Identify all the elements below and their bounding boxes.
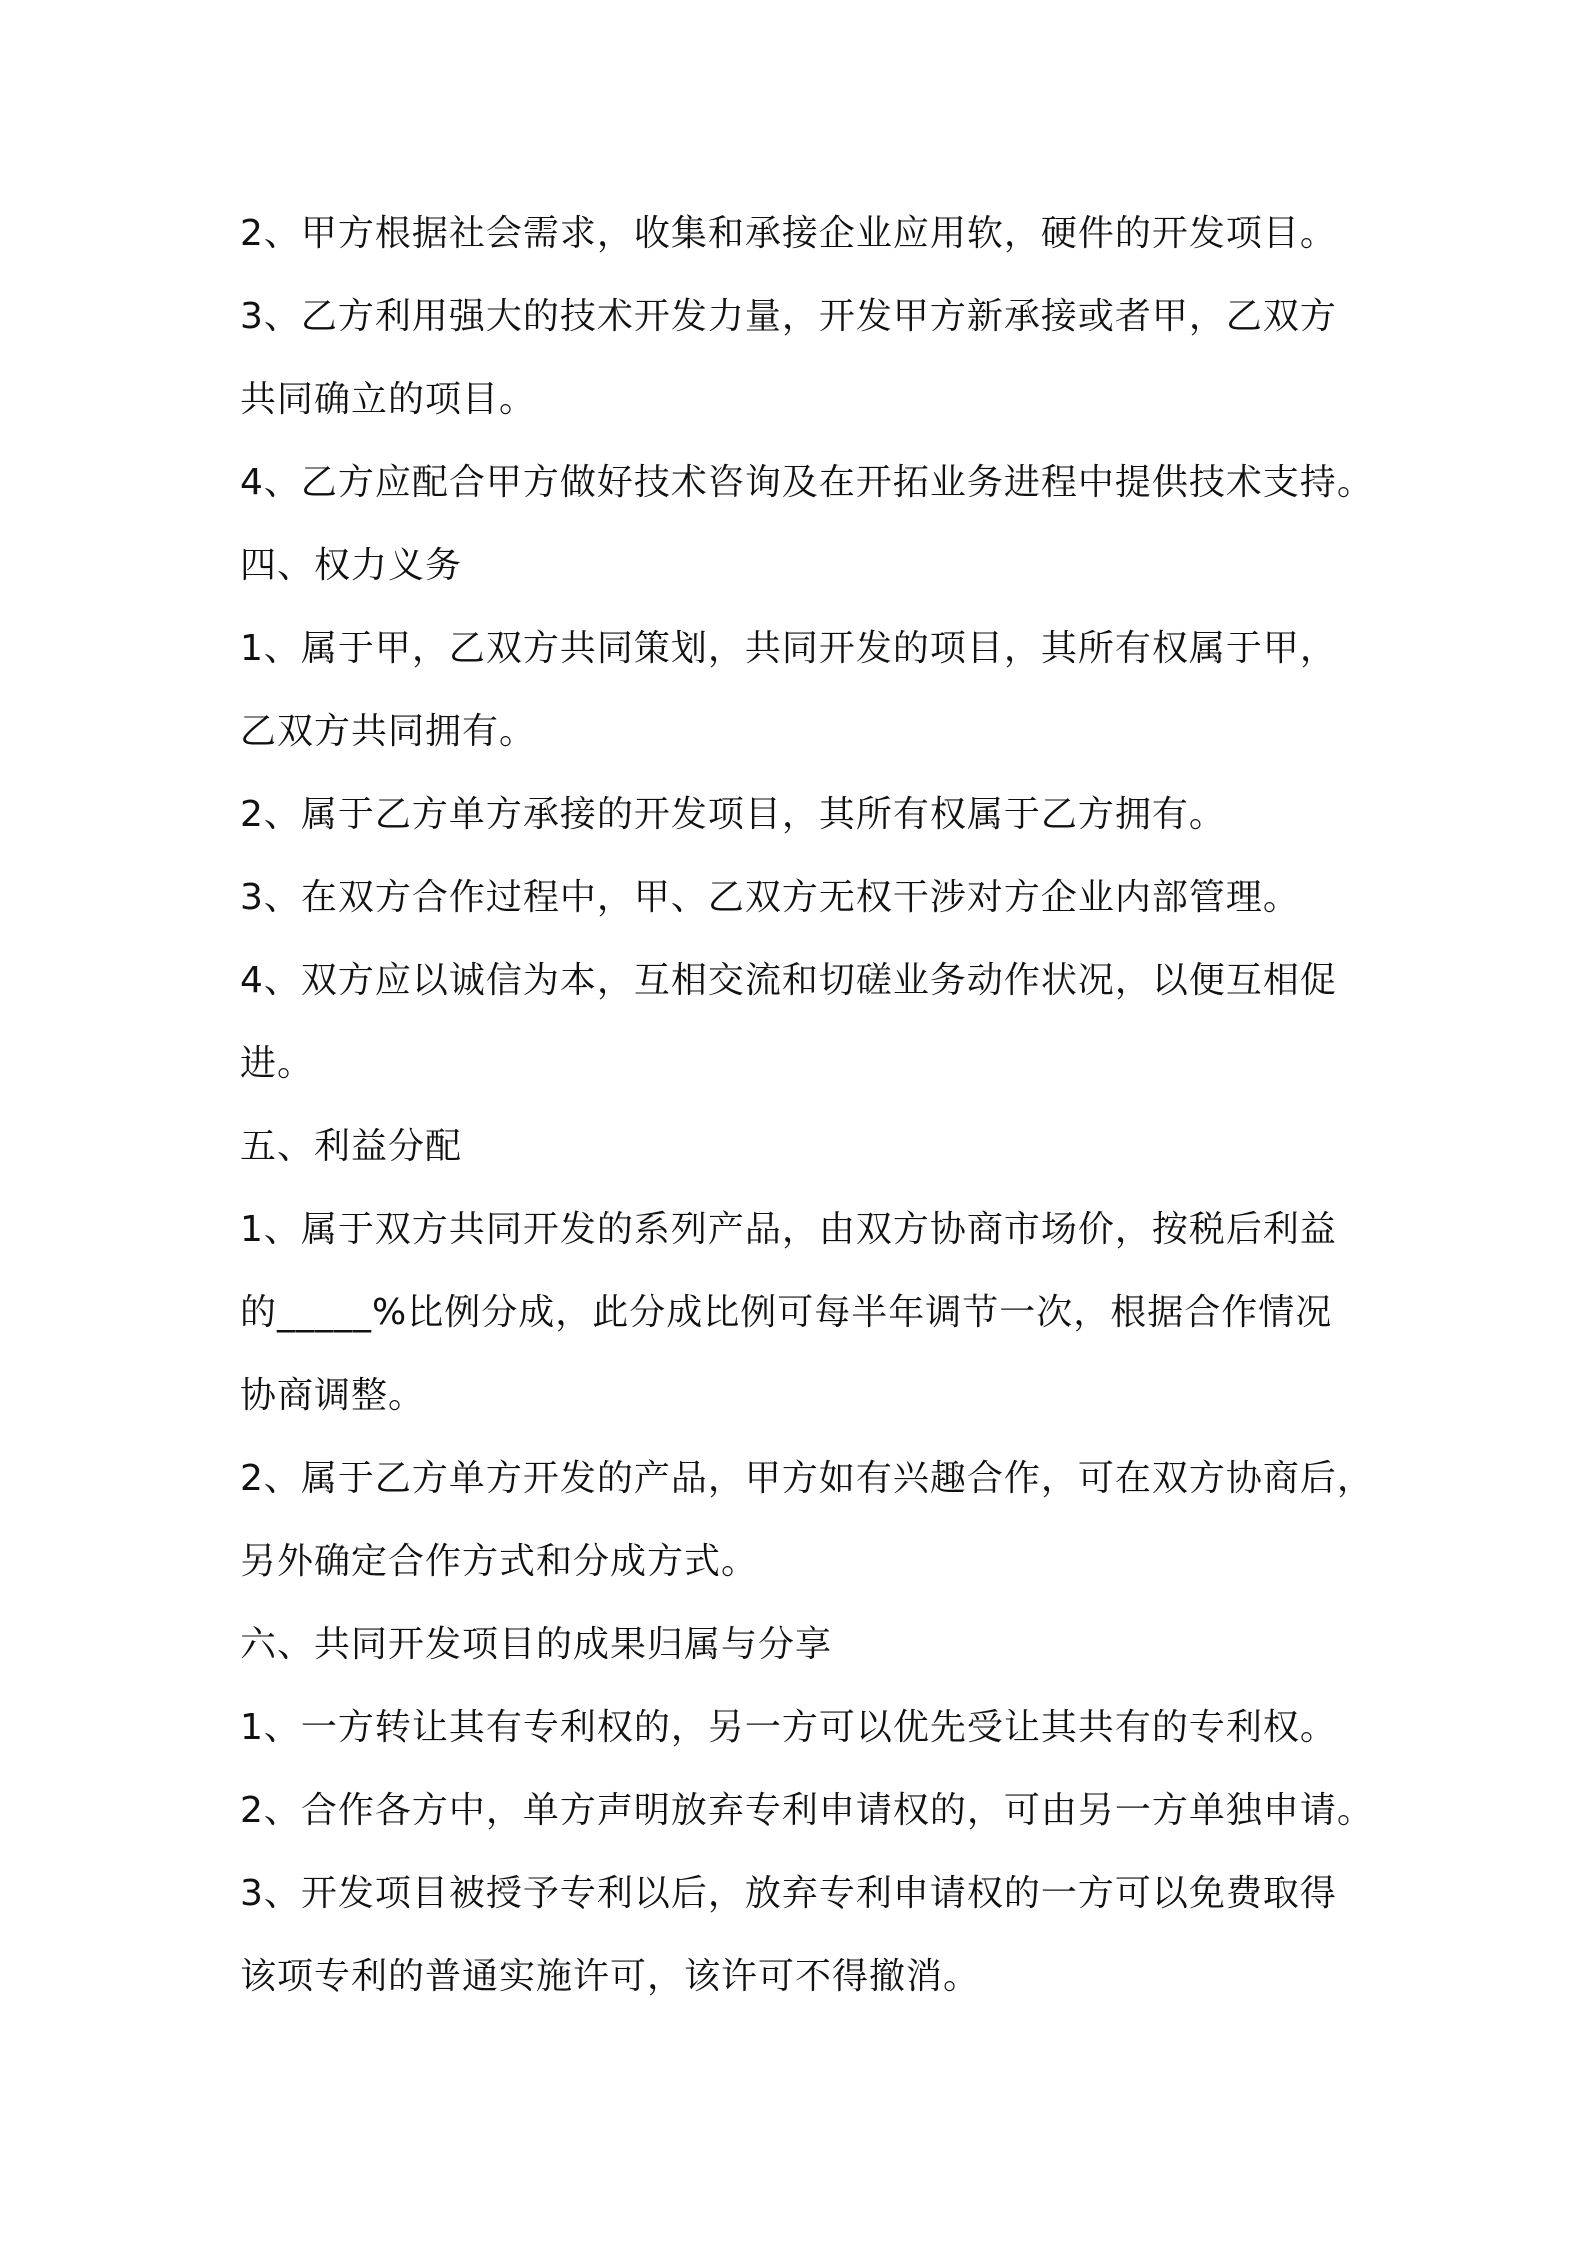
text-line: 3、乙方利用强大的技术开发力量，开发甲方新承接或者甲，乙双方 (240, 296, 1337, 337)
text-line: 的_____%比例分成，此分成比例可每半年调节一次，根据合作情况 (240, 1292, 1333, 1333)
text-line: 4、乙方应配合甲方做好技术咨询及在开拓业务进程中提供技术支持。 (240, 462, 1374, 503)
text-line: 共同确立的项目。 (240, 379, 537, 420)
text-line: 4、双方应以诚信为本，互相交流和切磋业务动作状况，以便互相促 (240, 960, 1337, 1001)
text-line: 该项专利的普通实施许可，该许可不得撤消。 (240, 1956, 981, 1997)
text-line: 协商调整。 (240, 1375, 426, 1416)
text-line: 2、甲方根据社会需求，收集和承接企业应用软，硬件的开发项目。 (240, 213, 1337, 254)
section-heading: 四、权力义务 (240, 545, 463, 586)
text-line: 另外确定合作方式和分成方式。 (240, 1541, 759, 1582)
text-line: 进。 (240, 1043, 315, 1084)
text-line: 3、开发项目被授予专利以后，放弃专利申请权的一方可以免费取得 (240, 1873, 1337, 1914)
text-line: 1、属于甲，乙双方共同策划，共同开发的项目，其所有权属于甲， (240, 628, 1337, 669)
text-line: 1、一方转让其有专利权的，另一方可以优先受让其共有的专利权。 (240, 1707, 1337, 1748)
text-line: 3、在双方合作过程中，甲、乙双方无权干涉对方企业内部管理。 (240, 877, 1300, 918)
section-heading: 五、利益分配 (240, 1126, 463, 1167)
text-line: 1、属于双方共同开发的系列产品，由双方协商市场价，按税后利益 (240, 1209, 1337, 1250)
text-line: 2、合作各方中，单方声明放弃专利申请权的，可由另一方单独申请。 (240, 1790, 1374, 1831)
text-line: 乙双方共同拥有。 (240, 711, 537, 752)
section-heading: 六、共同开发项目的成果归属与分享 (240, 1624, 833, 1665)
document-body (240, 192, 1400, 2018)
text-line: 2、属于乙方单方开发的产品，甲方如有兴趣合作，可在双方协商后， (240, 1458, 1374, 1499)
text-line: 2、属于乙方单方承接的开发项目，其所有权属于乙方拥有。 (240, 794, 1226, 835)
